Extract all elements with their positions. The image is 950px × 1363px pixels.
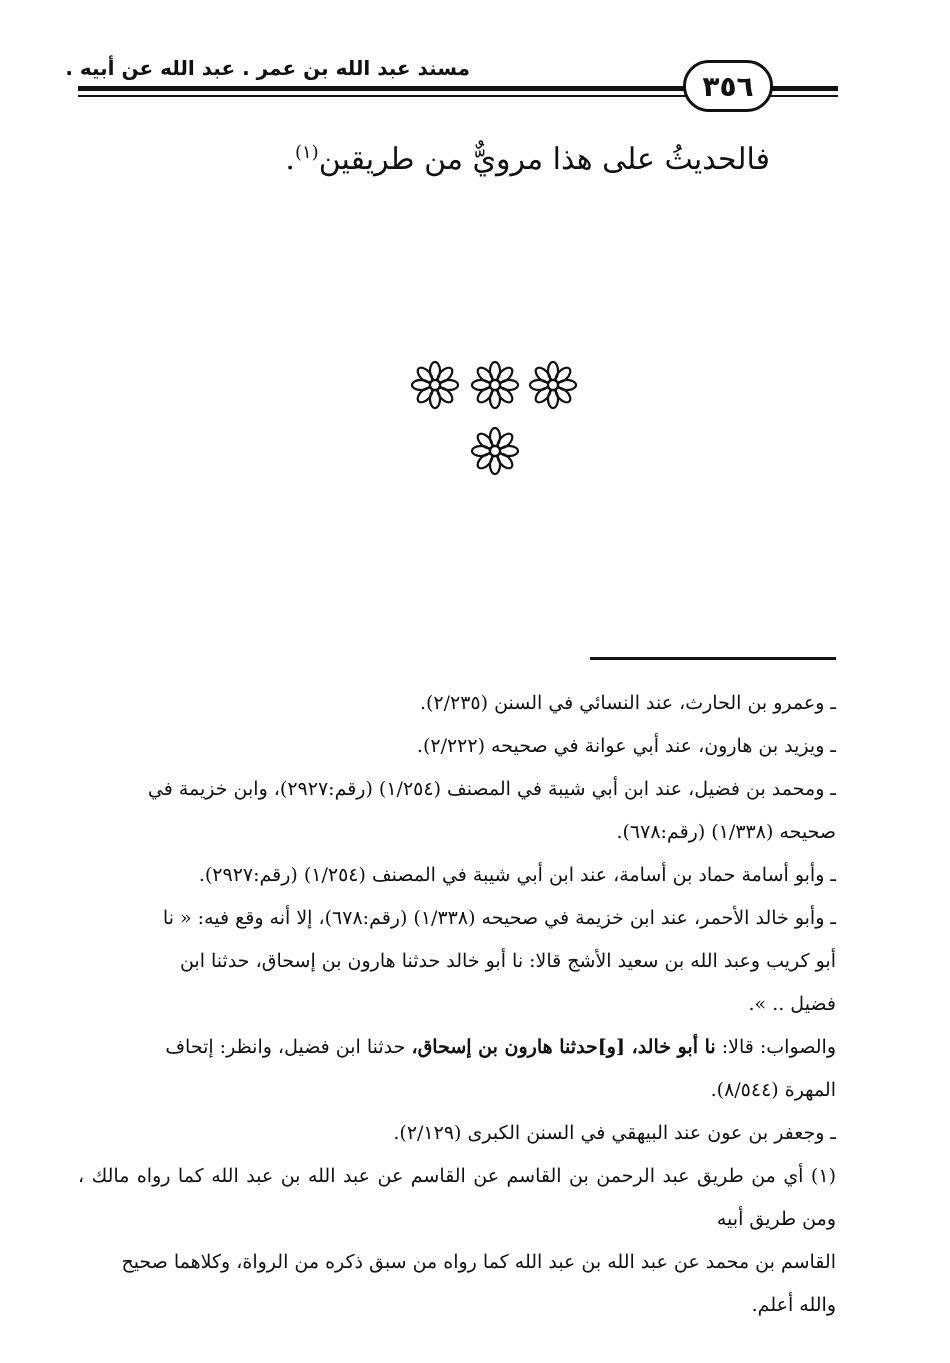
main-paragraph	[200, 128, 770, 185]
footnote-line: أبو كريب وعبد الله بن سعيد الأشج قالا: نا أبو خالد حدثنا هارون بن إسحاق، حدثنا ابن	[179, 950, 836, 972]
footnote-1-line: (١) أي من طريق عبد الرحمن بن القاسم عن القاسم عن عبد الله بن عبد الله كما رواه مالك ، ومن طريق أبيه	[78, 1165, 836, 1230]
correction-suffix: حدثنا ابن فضيل، وانظر: إتحاف	[165, 1036, 412, 1058]
footnote-line: المهرة (٨/٥٤٤).	[710, 1079, 836, 1101]
footnote-line: صحيحه (١/٣٣٨) (رقم:٦٧٨).	[616, 821, 836, 843]
flower-ornament-icon	[470, 426, 520, 476]
footnote-1-line: والله أعلم.	[751, 1294, 836, 1316]
footnote-line: ـ ويزيد بن هارون، عند أبي عوانة في صحيحه (٢/٢٢٢).	[416, 735, 836, 757]
main-sentence: فالحديثُ على هذا مرويٌّ من طريقين	[318, 142, 770, 177]
footnote-1-line: القاسم بن محمد عن عبد الله بن عبد الله كما رواه من سبق ذكره من الرواة، وكلاهما صحيح	[121, 1251, 836, 1273]
end-punctuation: .	[285, 142, 295, 177]
footnote-separator	[590, 657, 836, 660]
footnote-line: فضيل .. ».	[748, 993, 836, 1015]
footnotes	[78, 682, 836, 1327]
footnote-marker: (١)	[294, 142, 319, 163]
section-break-ornaments	[0, 360, 950, 480]
footnote-line: ـ وجعفر بن عون عند البيهقي في السنن الكبرى (٢/١٢٩).	[393, 1122, 836, 1144]
footnote-line-correction	[78, 1026, 836, 1069]
footnote-line: ـ وأبو أسامة حماد بن أسامة، عند ابن أبي شيبة في المصنف (١/٢٥٤) (رقم:٢٩٢٧).	[198, 864, 836, 886]
running-title: مسند عبد الله بن عمر . عبد الله عن أبيه .	[65, 56, 470, 80]
correction-bold: نا أبو خالد، [و]حدثنا هارون بن إسحاق،	[411, 1036, 716, 1058]
flower-ornament-icon	[528, 360, 578, 410]
flower-ornament-icon	[410, 360, 460, 410]
correction-prefix: والصواب: قالا:	[715, 1036, 836, 1058]
footnote-line: ـ وعمرو بن الحارث، عند النسائي في السنن (٢/٢٣٥).	[419, 692, 836, 714]
footnote-line: ـ ومحمد بن فضيل، عند ابن أبي شيبة في المصنف (١/٢٥٤) (رقم:٢٩٢٧)، وابن خزيمة في	[147, 778, 836, 800]
page-number: ٣٥٦	[683, 60, 773, 112]
flower-ornament-icon	[470, 360, 520, 410]
footnote-line: ـ وأبو خالد الأحمر، عند ابن خزيمة في صحيحه (١/٣٣٨) (رقم:٦٧٨)، إلا أنه وقع فيه: « نا	[162, 907, 836, 929]
